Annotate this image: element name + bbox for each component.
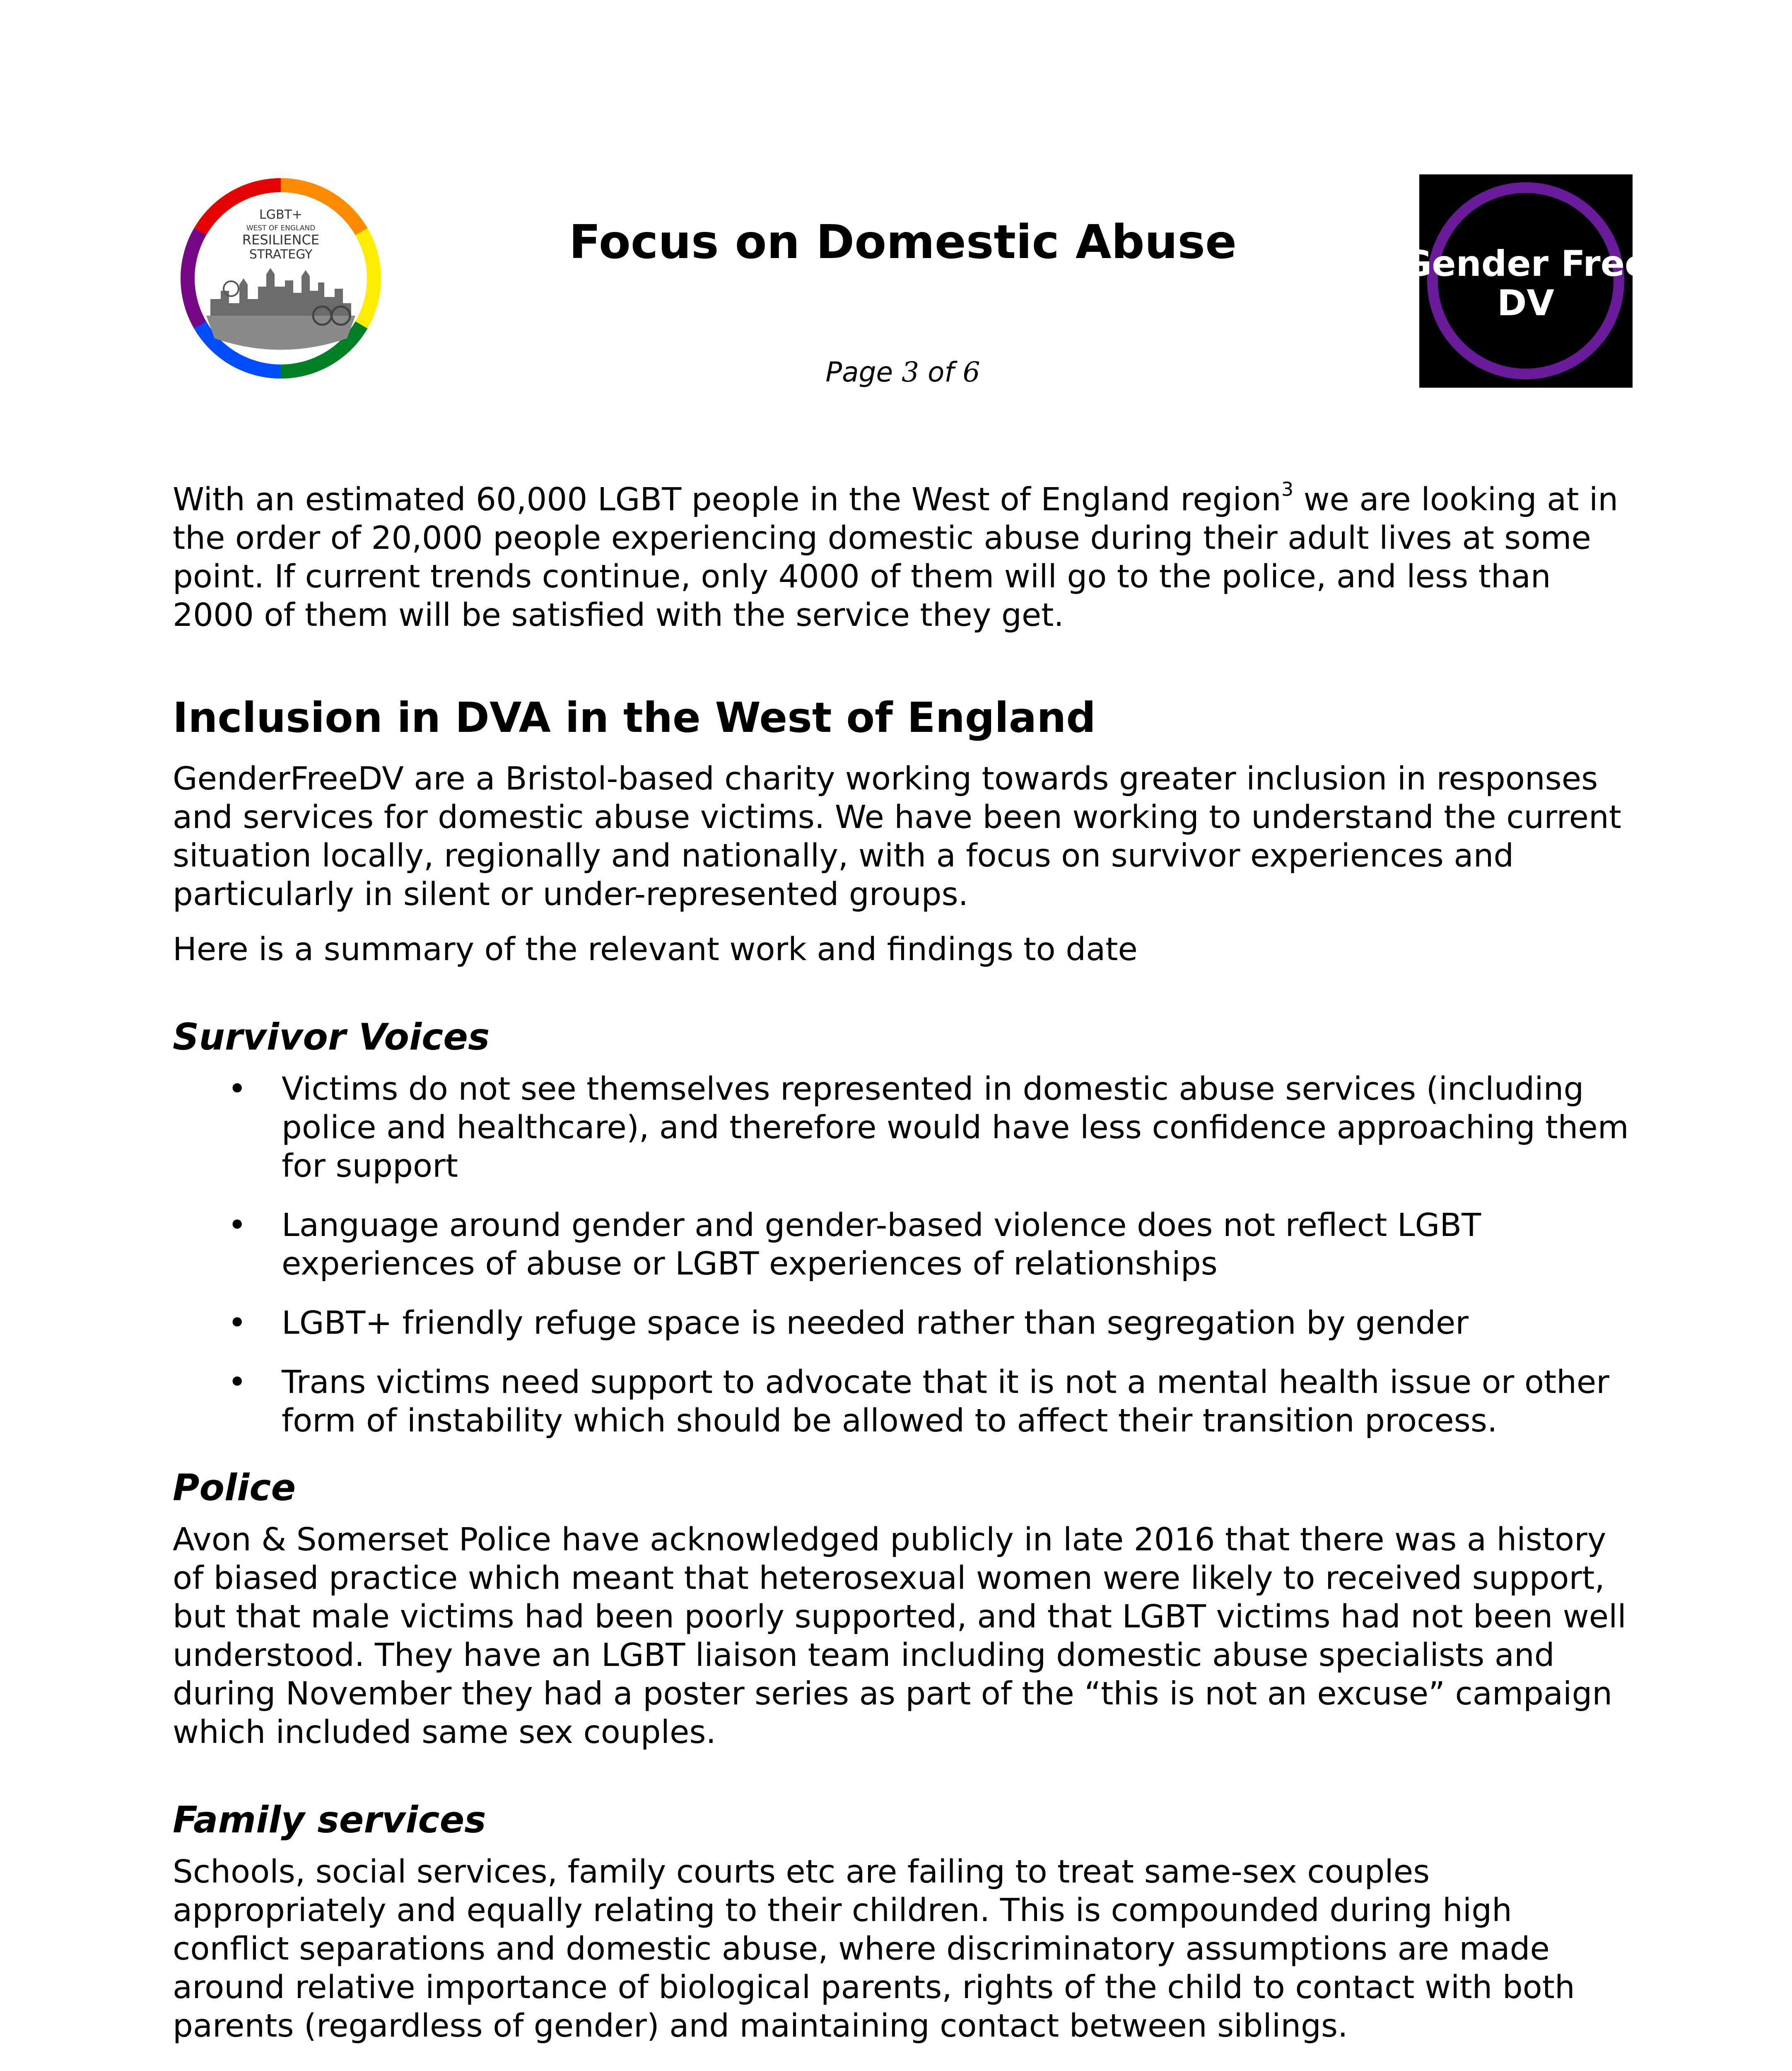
footnote-ref[interactable]: 3 <box>1281 478 1294 501</box>
intro-paragraph <box>173 480 1637 635</box>
logo-text-dv: DV <box>1497 282 1554 324</box>
document-body <box>173 480 1637 2071</box>
section-police <box>173 1465 1637 1752</box>
logo-line-2: WEST OF ENGLAND <box>246 224 316 232</box>
section-family-services <box>173 1797 1637 2045</box>
intro-text-continued: we are looking at in the order of 20,000 people experiencing domestic abuse during their adult lives at some point. If current trends continue, only 4000 of them will go to the police, and less than 2000 of them will be satisfied with the service they get. <box>173 481 1618 634</box>
inclusion-paragraph-2: Here is a summary of the relevant work and findings to date <box>173 931 1138 968</box>
subheading-family-services: Family services <box>173 1798 486 1841</box>
list-item <box>173 1206 1637 1283</box>
bullet-icon: • <box>228 1305 247 1342</box>
bullet-icon: • <box>228 1364 247 1401</box>
section-heading-inclusion: Inclusion in DVA in the West of England <box>173 693 1096 742</box>
police-paragraph: Avon & Somerset Police have acknowledged publicly in late 2016 that there was a history of biased practice which meant that heterosexual women were likely to received support, but that male victims had been poorly supported, and that LGBT victims had not been well understood. They have an LGBT liaison team including domestic abuse specialists and during November they had a poster series as part of the “this is not an excuse” campaign which included same sex couples. <box>173 1521 1626 1751</box>
page-indicator <box>497 356 1309 388</box>
survivor-voices-list <box>173 1070 1637 1440</box>
list-item-text: Trans victims need support to advocate that it is not a mental health issue or other form of instability which should be allowed to affect their transition process. <box>282 1364 1609 1439</box>
page-total: 6 <box>962 356 980 388</box>
page-of: of <box>928 356 954 388</box>
list-item <box>173 1304 1637 1342</box>
list-item-text: Language around gender and gender-based violence does not reflect LGBT experiences of abuse or LGBT experiences of relationships <box>282 1207 1481 1282</box>
logo-text-gender-free: Gender Free <box>1402 243 1649 285</box>
subheading-survivor-voices: Survivor Voices <box>173 1016 490 1058</box>
bullet-icon: • <box>228 1207 247 1244</box>
bullet-icon: • <box>228 1071 247 1108</box>
intro-text: With an estimated 60,000 LGBT people in the West of England region <box>173 481 1281 518</box>
subheading-police: Police <box>173 1466 296 1509</box>
logo-line-1: LGBT+ <box>259 208 303 222</box>
section-survivor-voices <box>173 1014 1637 1440</box>
purple-ring-icon <box>1402 174 1649 388</box>
rainbow-ring-icon <box>181 179 380 378</box>
logo-line-3: RESILIENCE <box>242 232 320 248</box>
list-item-text: LGBT+ friendly refuge space is needed rather than segregation by gender <box>282 1305 1469 1342</box>
list-item <box>173 1363 1637 1440</box>
lgbt-resilience-strategy-logo <box>181 179 380 378</box>
inclusion-paragraph-1: GenderFreeDV are a Bristol-based charity working towards greater inclusion in responses and services for domestic abuse victims. We have been working to understand the current situation locally, regionally and nationally, with a focus on survivor experiences and particularly in silent or under-represented groups. <box>173 760 1621 913</box>
page-label: Page <box>825 356 893 388</box>
page-current: 3 <box>902 356 919 388</box>
list-item <box>173 1070 1637 1185</box>
logo-line-4: STRATEGY <box>249 247 313 262</box>
list-item-text: Victims do not see themselves represented in domestic abuse services (including police and healthcare), and therefore would have less confidence approaching them for support <box>282 1071 1629 1185</box>
family-services-paragraph: Schools, social services, family courts etc are failing to treat same-sex couples appropriately and equally relating to their children. This is compounded during high conflict separations and domestic abuse, where discriminatory assumptions are made around relative importance of biological parents, rights of the child to contact with both parents (regardless of gender) and maintaining contact between siblings. <box>173 1854 1575 2044</box>
gender-free-dv-logo <box>1402 174 1649 388</box>
document-title: Focus on Domestic Abuse <box>569 215 1237 269</box>
